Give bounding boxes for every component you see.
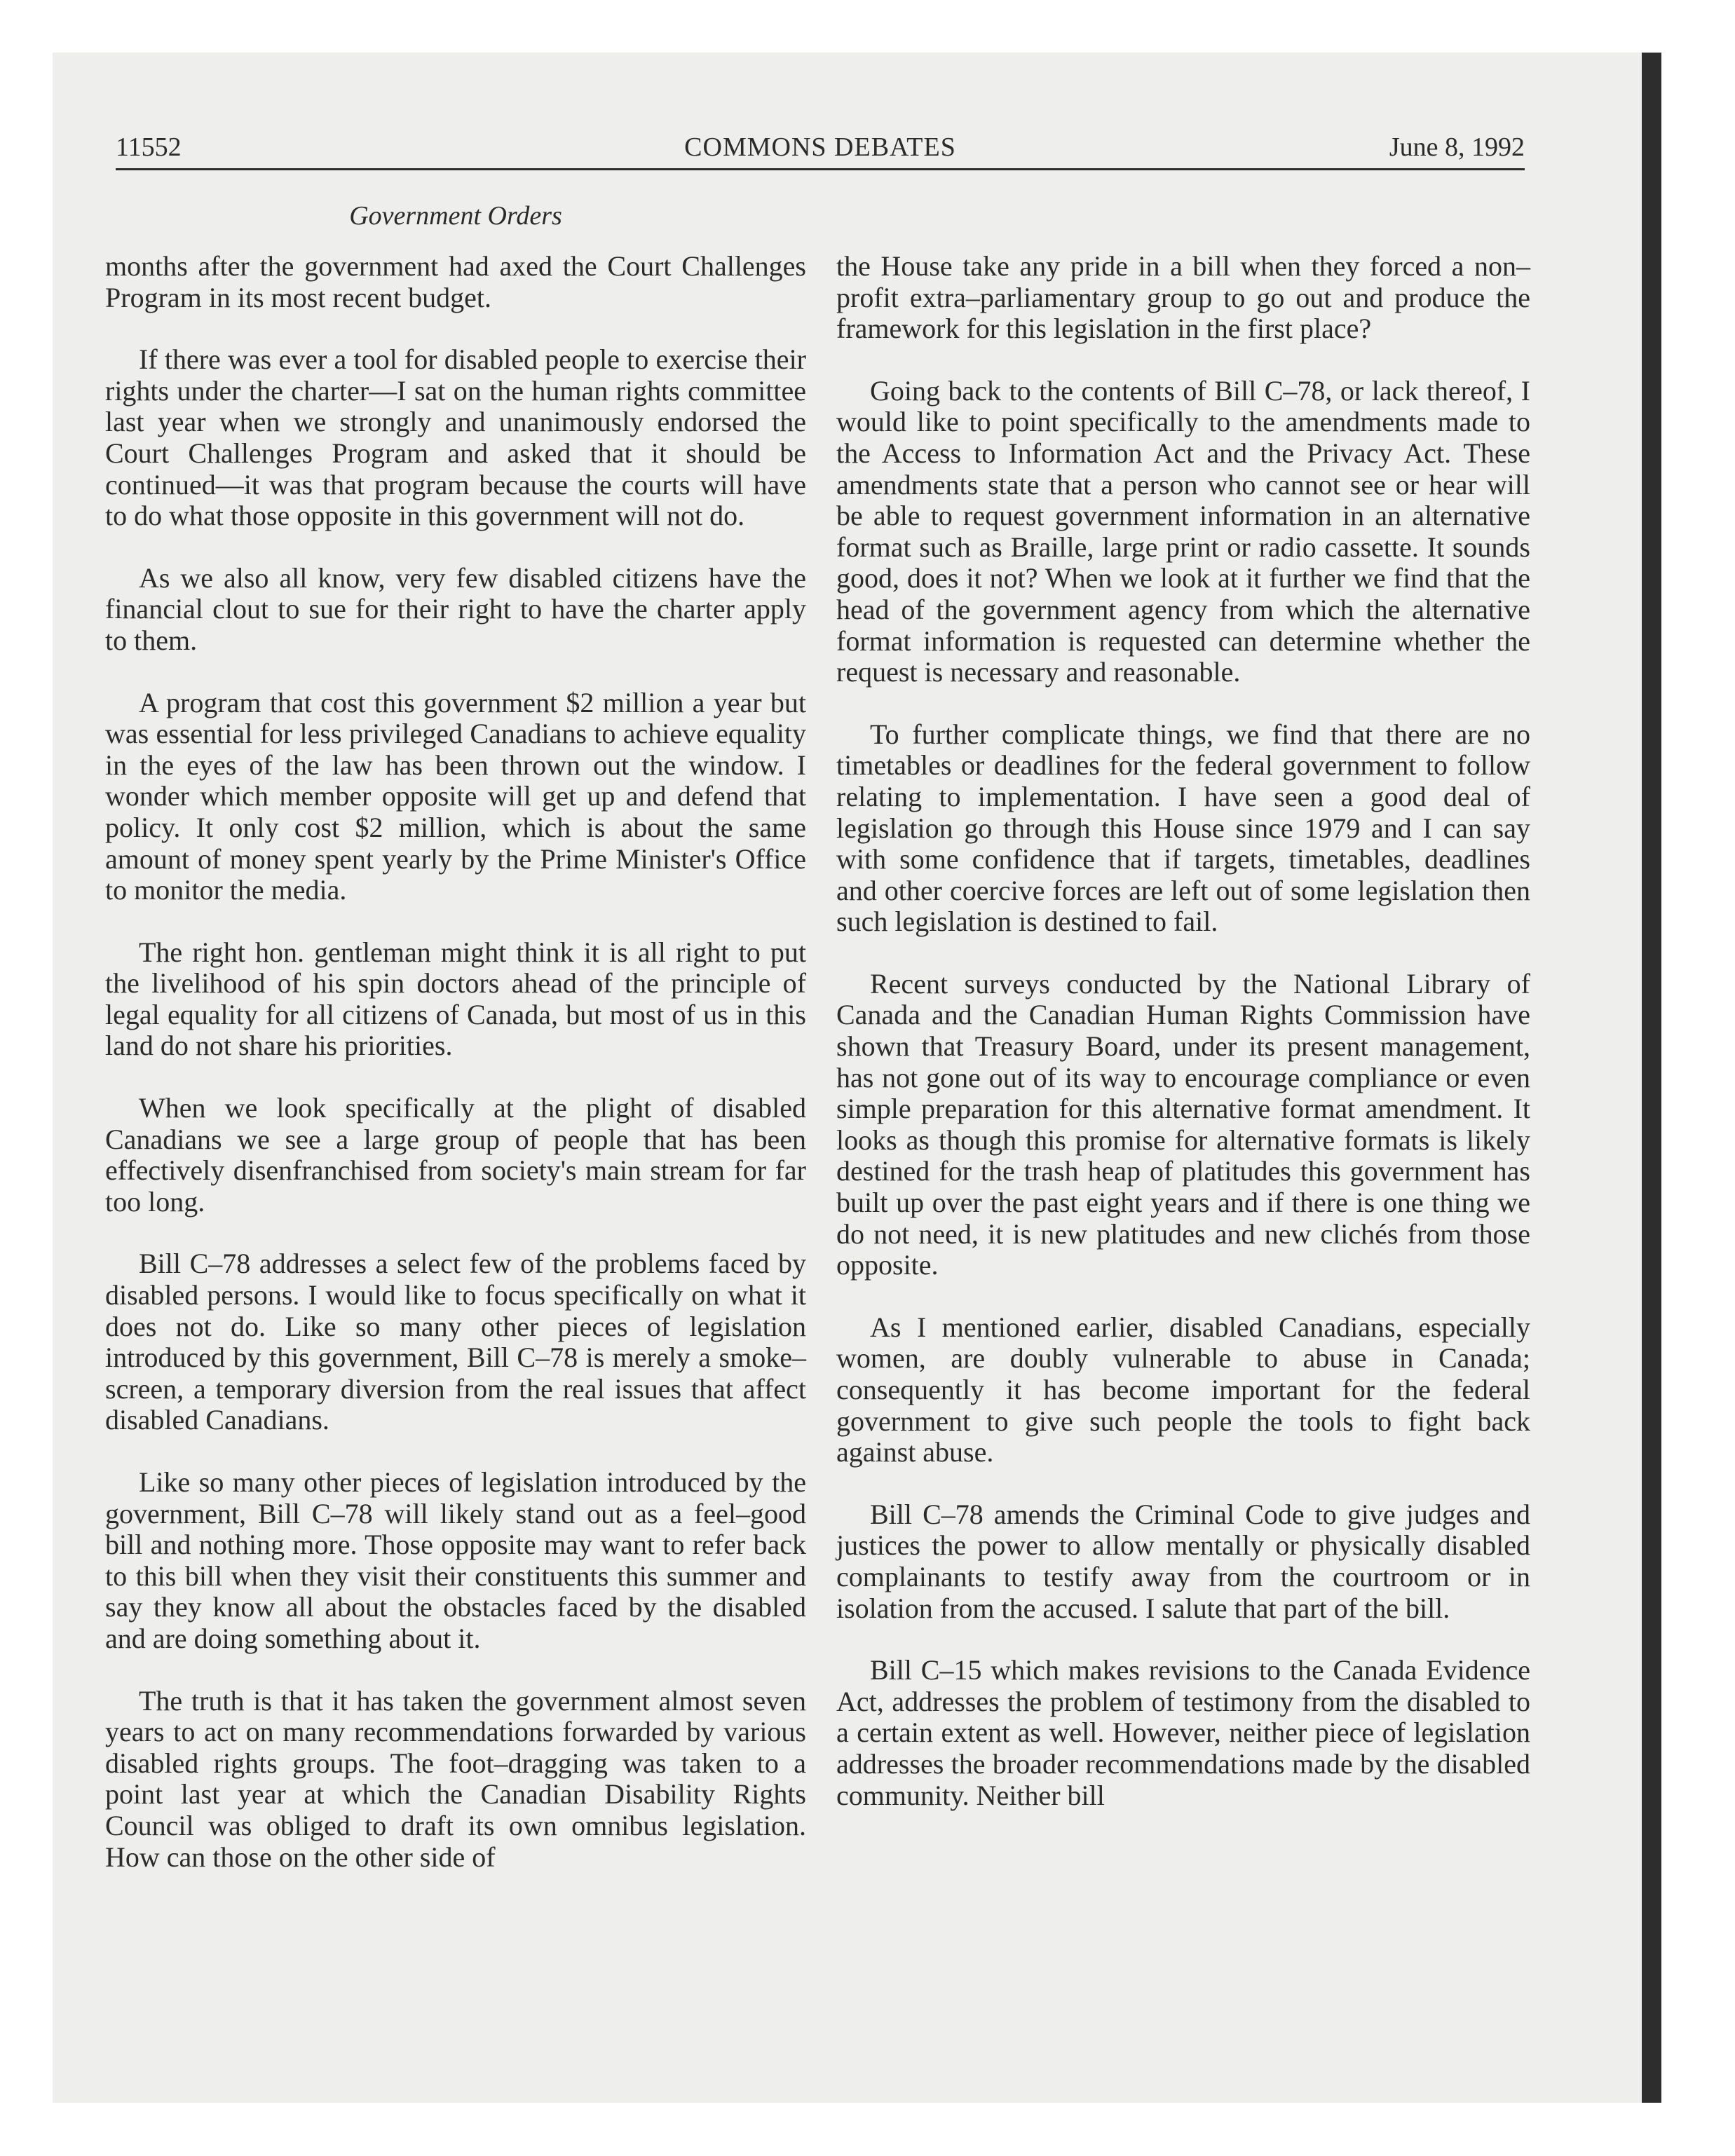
paragraph: Bill C–15 which makes revisions to the Canada Evidence Act, addresses the problem of testimony from the disabled to a certain extent as well. However, neither piece of legislation addresses the broader recommendations made by the disabled community. Neither bill	[836, 1654, 1530, 1811]
paragraph: Like so many other pieces of legislation introduced by the government, Bill C–78 will likely stand out as a feel–good bill and nothing more. Those opposite may want to refer back to this bill when they visit their constituents this summer and say they know all about the obstacles faced by the disabled and are doing something about it.	[105, 1466, 806, 1654]
section-title: Government Orders	[349, 201, 562, 231]
paragraph: If there was ever a tool for disabled people to exercise their rights under the charter—I sat on the human rights committee last year when we strongly and unanimously endorsed the Court Challenges Program and asked that it should be continued—it was that program because the courts will have to do what those opposite in this government will not do.	[105, 343, 806, 532]
paragraph: To further complicate things, we find that there are no timetables or deadlines for the federal government to follow relating to implementation. I have seen a good deal of legislation go through this House since 1979 and I can say with some confidence that if targets, timetables, deadlines and other coercive forces are left out of some legislation then such legislation is destined to fail.	[836, 718, 1530, 938]
running-header	[116, 128, 1525, 168]
scan-edge-shadow	[1642, 53, 1661, 2103]
paragraph: Recent surveys conducted by the National Library of Canada and the Canadian Human Rights Commission have shown that Treasury Board, under its present management, has not gone out of its way to encourage compliance or even simple preparation for this alternative format amendment. It looks as though this promise for alternative formats is likely destined for the trash heap of platitudes this government has built up over the past eight years and if there is one thing we do not need, it is new platitudes and new clichés from those opposite.	[836, 967, 1530, 1281]
left-column	[105, 251, 806, 1904]
paragraph: the House take any pride in a bill when they forced a non–profit extra–parliamentary group to go out and produce the framework for this legislation in the first place?	[836, 250, 1530, 345]
paragraph: Going back to the contents of Bill C–78, or lack thereof, I would like to point specifically to the amendments made to the Access to Information Act and the Privacy Act. These amendments state that a person who cannot see or hear will be able to request government information in an alternative format such as Braille, large print or radio cassette. It sounds good, does it not? When we look at it further we find that the head of the government agency from which the alternative format information is requested can determine whether the request is necessary and reasonable.	[836, 374, 1530, 688]
paragraph: Bill C–78 addresses a select few of the problems faced by disabled persons. I would like to focus specifically on what it does not do. Like so many other pieces of legislation introduced by this government, Bill C–78 is merely a smoke–screen, a temporary diversion from the real issues that affect disabled Canadians.	[105, 1248, 806, 1436]
paragraph: The truth is that it has taken the government almost seven years to act on many recommendations forwarded by various disabled rights groups. The foot–dragging was taken to a point last year at which the Canadian Disability Rights Council was obliged to draft its own omnibus legislation. How can those on the other side of	[105, 1684, 806, 1873]
paragraph: The right hon. gentleman might think it is all right to put the livelihood of his spin doctors ahead of the principle of legal equality for all citizens of Canada, but most of us in this land do not share his priorities.	[105, 936, 806, 1062]
paragraph: A program that cost this government $2 million a year but was essential for less privileged Canadians to achieve equality in the eyes of the law has been thrown out the window. I wonder which member opposite will get up and defend that policy. It only cost $2 million, which is about the same amount of money spent yearly by the Prime Minister's Office to monitor the media.	[105, 686, 806, 906]
publication-title: COMMONS DEBATES	[684, 132, 956, 162]
paragraph: As we also all know, very few disabled citizens have the financial clout to sue for their right to have the charter apply to them.	[105, 561, 806, 656]
right-column	[836, 251, 1530, 1842]
publication-date: June 8, 1992	[1389, 132, 1525, 162]
paragraph: When we look specifically at the plight of disabled Canadians we see a large group of people that has been effectively disenfranchised from society's main stream for far too long.	[105, 1092, 806, 1217]
paragraph: months after the government had axed the Court Challenges Program in its most recent budget.	[105, 250, 806, 313]
paragraph: As I mentioned earlier, disabled Canadians, especially women, are doubly vulnerable to abuse in Canada; consequently it has become important for the federal government to give such people the tools to fight back against abuse.	[836, 1311, 1530, 1468]
page-number: 11552	[116, 132, 182, 162]
header-rule	[116, 168, 1525, 170]
paragraph: Bill C–78 amends the Criminal Code to give judges and justices the power to allow mentally or physically disabled complainants to testify away from the courtroom or in isolation from the accused. I salute that part of the bill.	[836, 1498, 1530, 1624]
